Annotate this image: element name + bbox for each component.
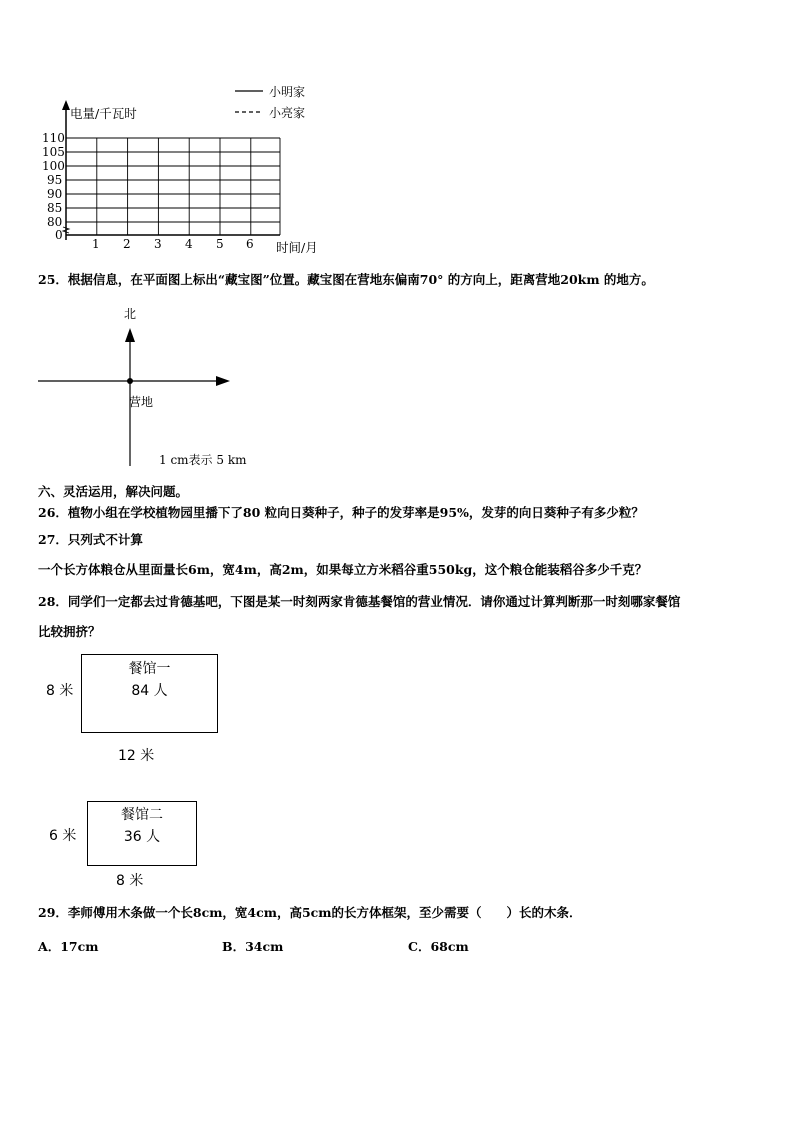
camp-point — [127, 378, 133, 384]
x-tick-label: 3 — [154, 237, 162, 251]
question-27-body: 一个长方体粮仓从里面量长6m，宽4m，高2m，如果每立方米稻谷重550kg，这个粮仓能装稻谷多少千克？ — [38, 562, 648, 577]
restaurant-one-height: 8 米 — [46, 683, 74, 699]
restaurant-one-rect — [81, 654, 218, 733]
y-tick-label: 100 — [42, 159, 65, 173]
axis-break-mark — [63, 227, 69, 233]
option-c[interactable]: C．68cm — [408, 939, 469, 954]
y-axis-arrow — [62, 100, 70, 110]
x-tick-label: 5 — [216, 237, 224, 251]
x-axis-label: 时间/月 — [276, 240, 318, 255]
x-tick-label: 1 — [92, 237, 100, 251]
section-six-heading: 六、灵活运用，解决问题。 — [38, 484, 189, 499]
restaurant-two-rect — [87, 801, 197, 866]
y-tick-label: 0 — [55, 228, 63, 242]
option-b[interactable]: B．34cm — [222, 939, 284, 954]
north-arrow — [125, 328, 135, 342]
y-tick-label: 80 — [47, 215, 63, 229]
scale-label: 1 cm表示 5 km — [159, 453, 247, 467]
north-label: 北 — [124, 307, 137, 321]
question-28-line2: 比较拥挤？ — [38, 624, 101, 639]
camp-label: 营地 — [129, 395, 154, 409]
x-tick-label: 4 — [185, 237, 193, 251]
question-29: 29．李师傅用木条做一个长8cm，宽4cm，高5cm的长方体框架，至少需要（ ）长的木条． — [38, 905, 582, 920]
grid-lines — [63, 138, 280, 235]
restaurant-two-name: 餐馆二 — [121, 807, 163, 823]
restaurant-two-height: 6 米 — [49, 828, 77, 844]
restaurant-two-width: 8 米 — [116, 873, 144, 889]
restaurant-one-people: 84 人 — [131, 683, 168, 699]
y-tick-label: 95 — [47, 173, 63, 187]
option-a[interactable]: A．17cm — [38, 939, 99, 954]
restaurant-two-people: 36 人 — [123, 829, 161, 845]
legend-xiaoming: 小明家 — [269, 85, 306, 99]
question-26: 26．植物小组在学校植物园里播下了80 粒向日葵种子，种子的发芽率是95%，发芽的向日葵种子有多少粒？ — [38, 505, 644, 520]
x-tick-label: 6 — [246, 237, 254, 251]
restaurant-one-name: 餐馆一 — [128, 661, 171, 677]
y-axis-label: 电量/千瓦时 — [70, 106, 137, 121]
y-tick-label: 105 — [42, 145, 65, 159]
east-arrow — [216, 376, 230, 386]
y-tick-label: 85 — [47, 201, 63, 215]
question-25: 25．根据信息，在平面图上标出“藏宝图”位置。藏宝图在营地东偏南70° 的方向上，距离营地20km 的地方。 — [38, 272, 654, 287]
question-28-line1: 28．同学们一定都去过肯德基吧，下图是某一时刻两家肯德基餐馆的营业情况．请你通过计算判断那一时刻哪家餐馆 — [38, 594, 681, 609]
y-tick-label: 110 — [42, 131, 65, 145]
restaurant-one-width: 12 米 — [118, 748, 155, 764]
question-27-title: 27．只列式不计算 — [38, 532, 143, 547]
x-tick-label: 2 — [123, 237, 131, 251]
legend-xiaoliang: 小亮家 — [269, 106, 306, 120]
y-tick-label: 90 — [47, 187, 63, 201]
